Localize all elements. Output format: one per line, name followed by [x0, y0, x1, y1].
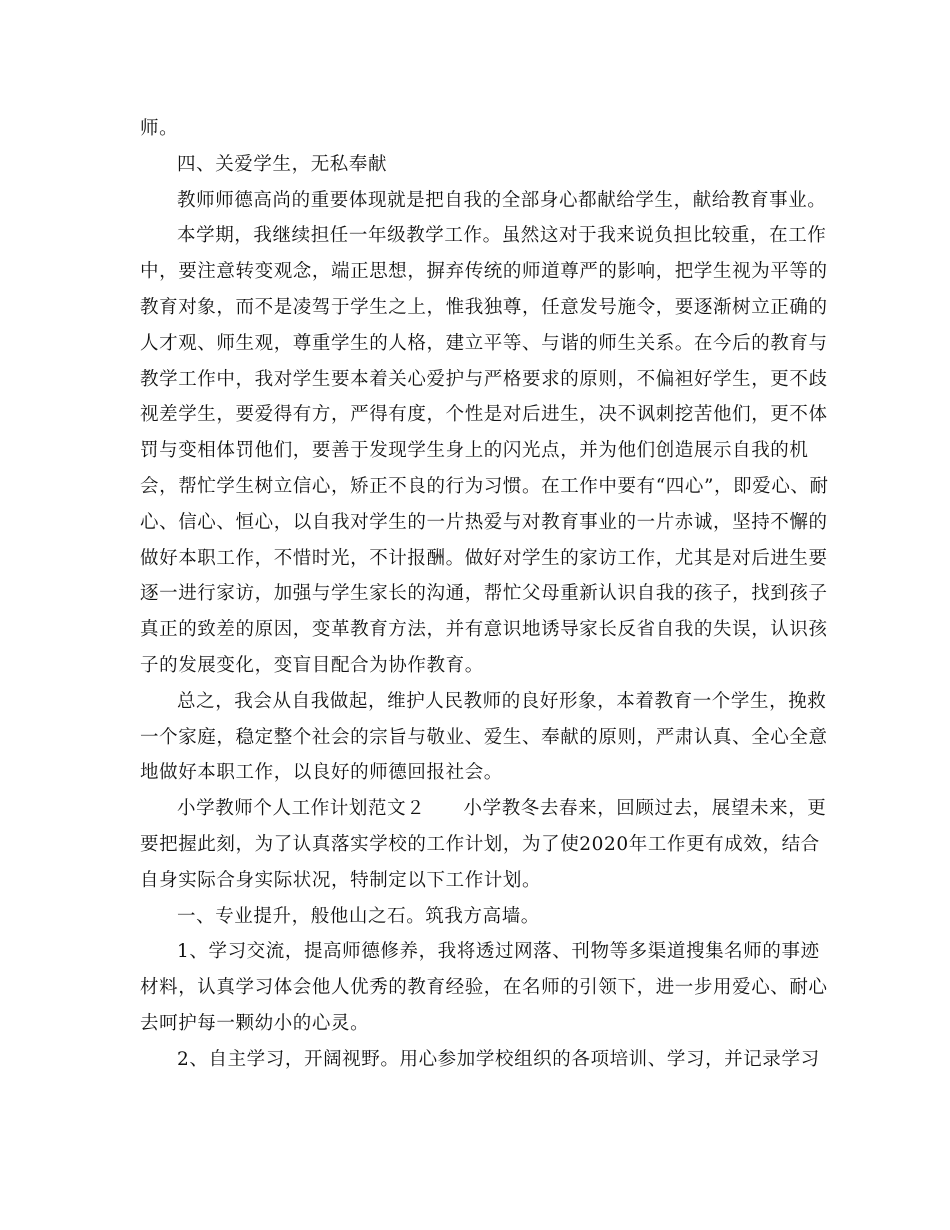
text-line: 中，要注意转变观念，端正思想，摒弃传统的师道尊严的影响，把学生视为平等的: [140, 261, 828, 283]
text-line: 做好本职工作，不惜时光，不计报酬。做好对学生的家访工作，尤其是对后进生要: [140, 547, 828, 569]
text-line: 罚与变相体罚他们，要善于发现学生身上的闪光点，并为他们创造展示自我的机: [140, 440, 809, 462]
section-heading: 一、专业提升，般他山之石。筑我方高墙。: [177, 905, 540, 927]
text-line: 自身实际合身实际状况，特制定以下工作计划。: [140, 869, 542, 891]
text-line: 子的发展变化，变盲目配合为协作教育。: [140, 654, 484, 676]
text-line: 小学教师个人工作计划范文２ 小学教冬去春来，回顾过去，展望未来，更: [177, 798, 827, 820]
text-line: 教育对象，而不是凌驾于学生之上，惟我独尊，任意发号施令，要逐渐树立正确的: [140, 296, 828, 318]
text-line: 视差学生，要爱得有方，严得有度，个性是对后进生，决不讽刺挖苦他们，更不体: [140, 404, 828, 426]
text-line: 逐一进行家访，加强与学生家长的沟通，帮忙父母重新认识自我的孩子，找到孩子: [140, 583, 828, 605]
document-body: [140, 111, 829, 1078]
text-line: 教学工作中，我对学生要本着关心爱护与严格要求的原则，不偏袒好学生，更不歧: [140, 368, 828, 390]
text-line: 教师师德高尚的重要体现就是把自我的全部身心都献给学生，献给教育事业。: [177, 189, 827, 211]
text-line: 会，帮忙学生树立信心，矫正不良的行为习惯。在工作中要有“四心”，即爱心、耐: [140, 475, 829, 497]
text-line: 去呵护每一颗幼小的心灵。: [140, 1012, 370, 1034]
text-line: 材料，认真学习体会他人优秀的教育经验，在名师的引领下，进一步用爱心、耐心: [140, 977, 828, 999]
text-line: 2、自主学习，开阔视野。用心参加学校组织的各项培训、学习，并记录学习: [177, 1048, 820, 1070]
text-line: 师。: [140, 118, 179, 139]
text-line: 人才观、师生观，尊重学生的人格，建立平等、与谐的师生关系。在今后的教育与: [140, 332, 828, 354]
text-line: 要把握此刻，为了认真落实学校的工作计划，为了使2020年工作更有成效，结合: [140, 833, 820, 855]
text-line: 心、信心、恒心，以自我对学生的一片热爱与对教育事业的一片赤诚，坚持不懈的: [140, 511, 828, 533]
section-heading: 四、关爱学生，无私奉献: [177, 153, 388, 175]
text-line: 本学期，我继续担任一年级教学工作。虽然这对于我来说负担比较重，在工作: [177, 225, 827, 247]
text-line: 一个家庭，稳定整个社会的宗旨与敬业、爱生、奉献的原则，严肃认真、全心全意: [140, 726, 828, 748]
text-line: 1、学习交流，提高师德修养，我将透过网落、刊物等多渠道搜集名师的事迹: [177, 941, 820, 963]
text-line: 真正的致差的原因，变革教育方法，并有意识地诱导家长反省自我的失误，认识孩: [140, 619, 828, 641]
text-line: 地做好本职工作，以良好的师德回报社会。: [140, 762, 503, 784]
text-line: 总之，我会从自我做起，维护人民教师的良好形象，本着教育一个学生，挽救: [177, 690, 827, 712]
